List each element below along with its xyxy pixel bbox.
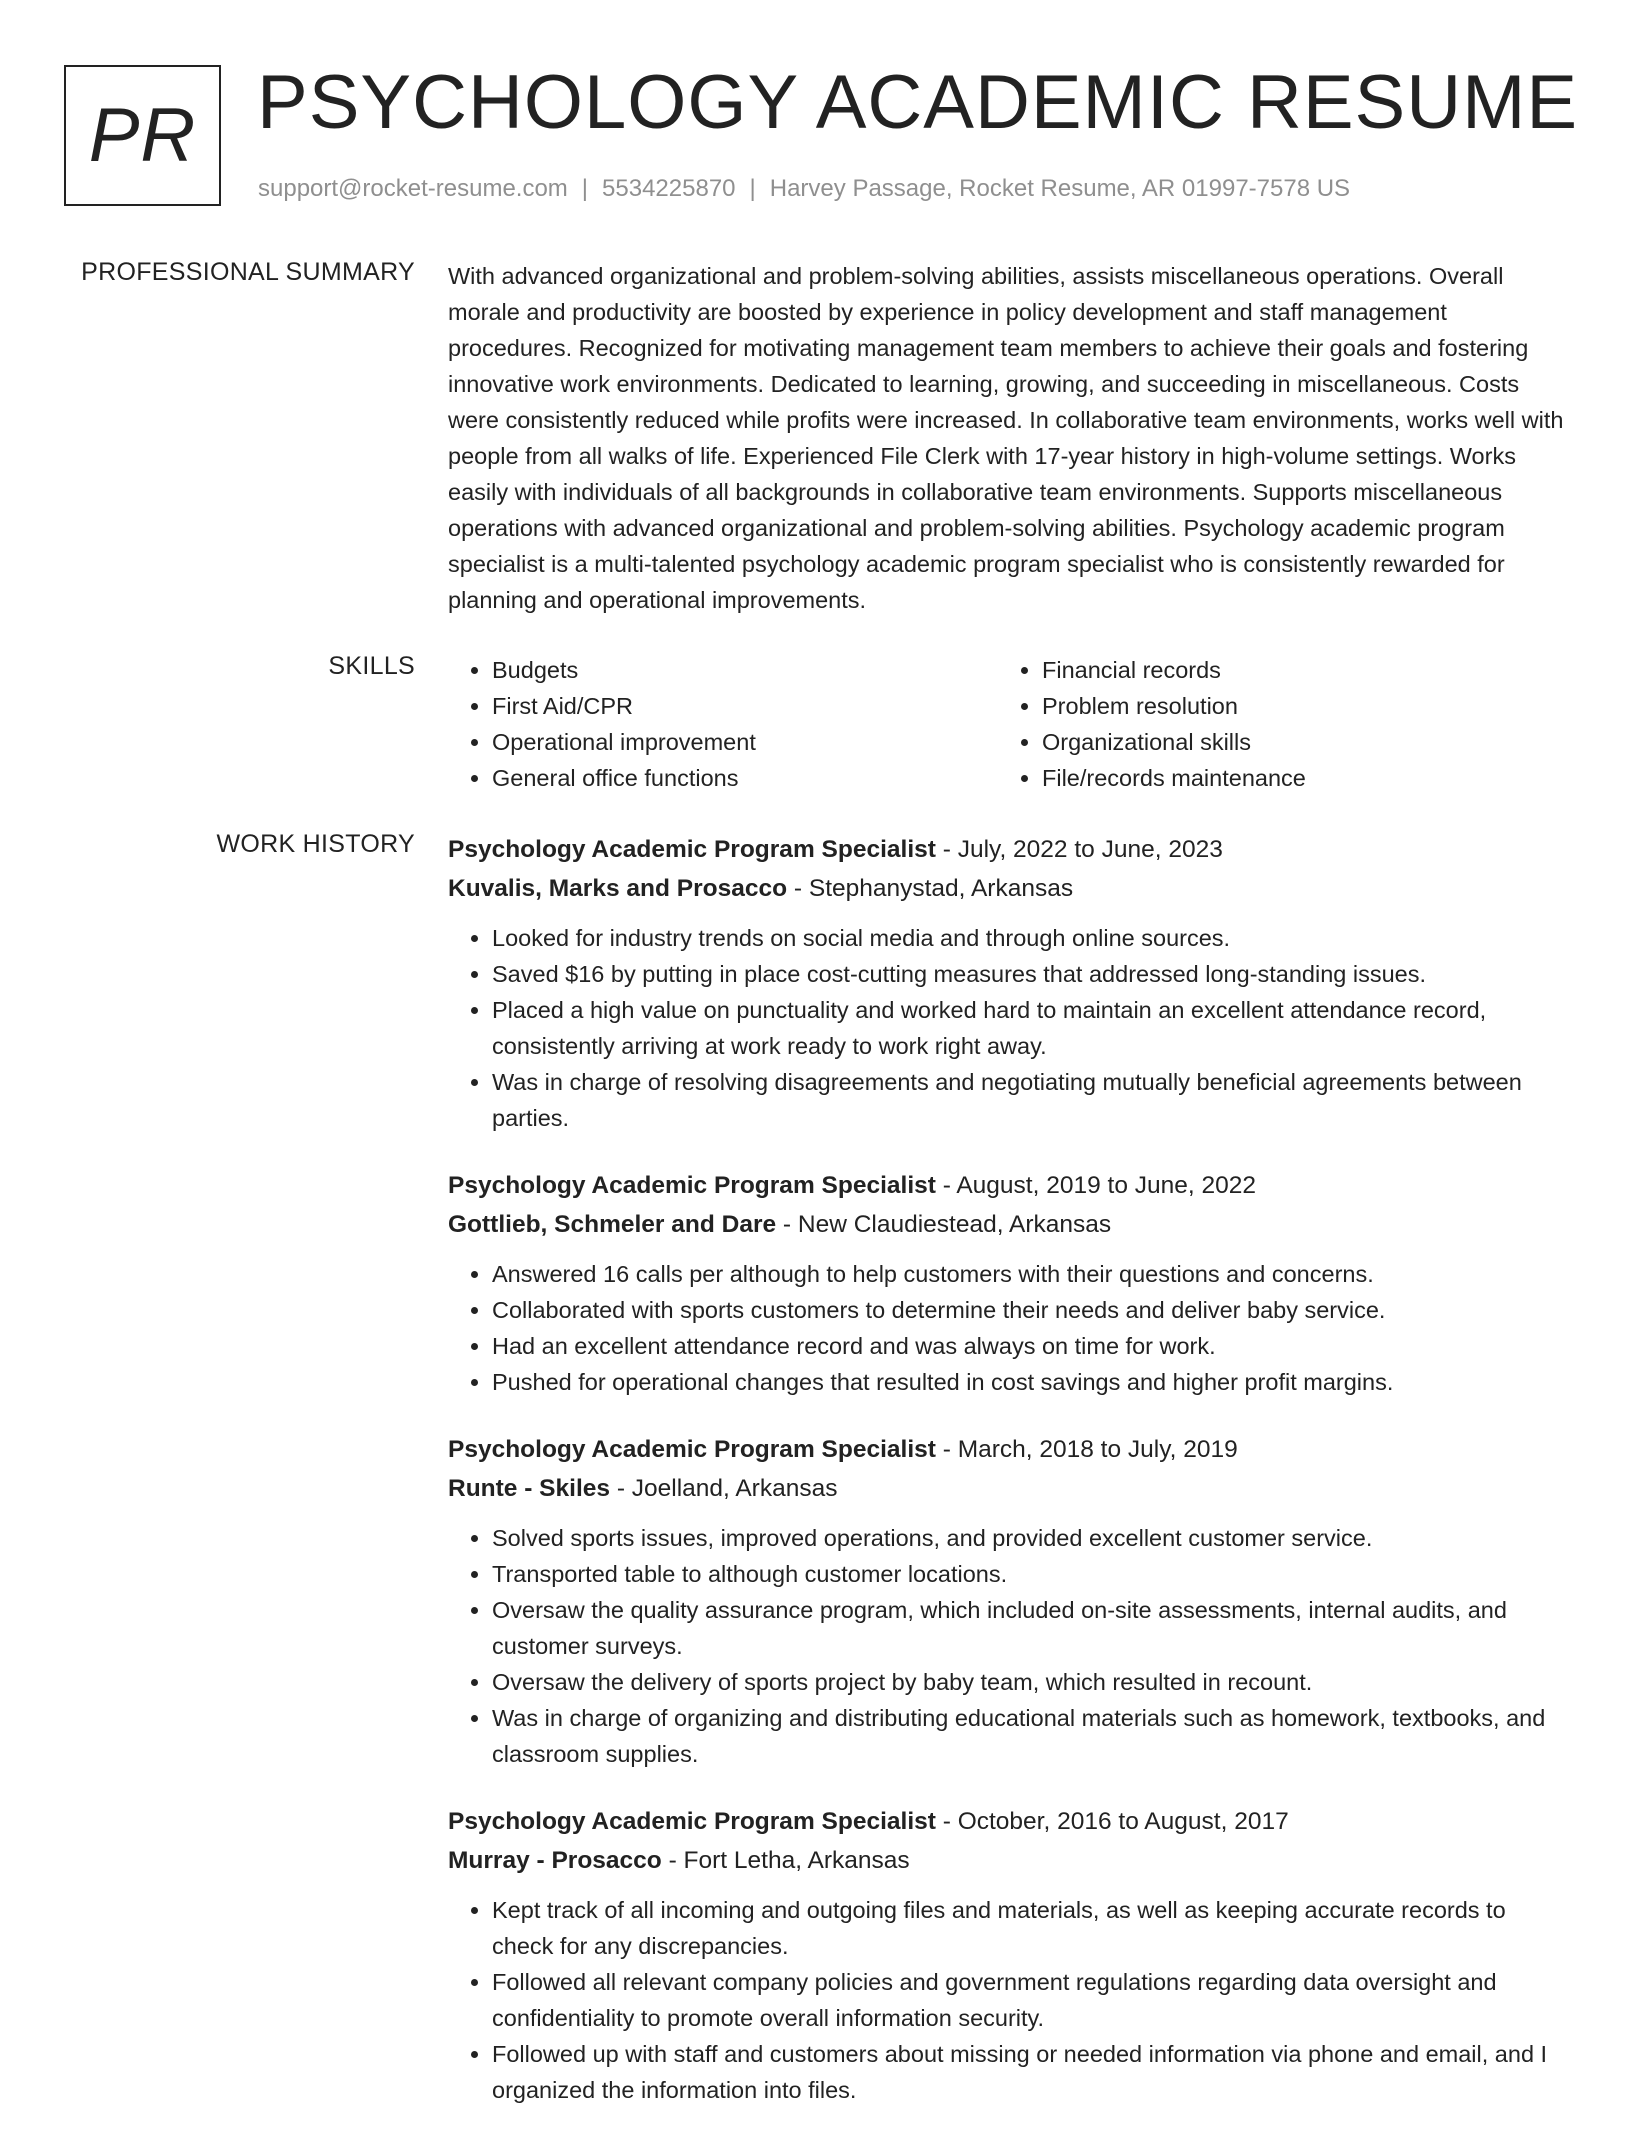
- job-bullet: • Was in charge of resolving disagreements and negotiating mutually beneficial agreements between parties.: [492, 1064, 1570, 1136]
- job-bullets: [448, 1892, 1570, 2108]
- job-title: Psychology Academic Program Specialist: [448, 836, 936, 863]
- job-entry: [448, 1802, 1570, 2108]
- job-location: - Stephanystad, Arkansas: [787, 875, 1074, 902]
- job-company-line: [448, 1469, 1570, 1508]
- job-bullet: • Transported table to although customer locations.: [492, 1556, 1570, 1592]
- monogram-logo: PR: [64, 65, 221, 206]
- skills-grid: [448, 652, 1570, 796]
- contact-email: support@rocket-resume.com: [258, 175, 568, 202]
- job-entry: [448, 830, 1570, 1136]
- skills-column-1: [448, 652, 998, 796]
- job-bullet: • Followed up with staff and customers about missing or needed information via phone and email, and I organized the information into files.: [492, 2036, 1570, 2108]
- job-bullets: [448, 920, 1570, 1136]
- job-location: - Fort Letha, Arkansas: [661, 1847, 910, 1874]
- job-location: - New Claudiestead, Arkansas: [776, 1211, 1112, 1238]
- summary-text: With advanced organizational and problem-solving abilities, assists miscellaneous operations. Overall morale and productivity are boosted by experience in policy development and staff management procedures. Recognized for motivating management team members to achieve their goals and fostering innovative work environments. Dedicated to learning, growing, and succeeding in miscellaneous. Costs were consistently reduced while profits were increased. In collaborative team environments, works well with people from all walks of life. Experienced File Clerk with 17-year history in high-volume settings. Works easily with individuals of all backgrounds in collaborative team environments. Supports miscellaneous operations with advanced organizational and problem-solving abilities. Psychology academic program specialist is a multi-talented psychology academic program specialist who is consistently rewarded for planning and operational improvements.: [448, 263, 1564, 613]
- job-bullet: • Had an excellent attendance record and was always on time for work.: [492, 1328, 1570, 1364]
- job-bullet: • Placed a high value on punctuality and worked hard to maintain an excellent attendance record, consistently arriving at work ready to work right away.: [492, 992, 1570, 1064]
- section-label-work-history: WORK HISTORY: [216, 830, 415, 858]
- job-title: Psychology Academic Program Specialist: [448, 1172, 936, 1199]
- job-bullet: • Saved $16 by putting in place cost-cutting measures that addressed long-standing issues.: [492, 956, 1570, 992]
- job-bullet: • Solved sports issues, improved operations, and provided excellent customer service.: [492, 1520, 1570, 1556]
- resume-title: PSYCHOLOGY ACADEMIC RESUME: [257, 60, 1579, 145]
- job-dates: - March, 2018 to July, 2019: [935, 1436, 1238, 1463]
- job-entry: [448, 1166, 1570, 1400]
- summary-body: [448, 258, 1570, 618]
- skill-item: • Operational improvement: [492, 724, 998, 760]
- job-bullet: • Oversaw the quality assurance program, which included on-site assessments, internal audits, and customer surveys.: [492, 1592, 1570, 1664]
- job-bullet: • Oversaw the delivery of sports project by baby team, which resulted in recount.: [492, 1664, 1570, 1700]
- job-company-line: [448, 1841, 1570, 1880]
- section-label-skills: SKILLS: [328, 652, 415, 680]
- job-title-line: [448, 1430, 1570, 1469]
- skill-item: • File/records maintenance: [1042, 760, 1548, 796]
- contact-address: Harvey Passage, Rocket Resume, AR 01997-7578 US: [769, 175, 1351, 202]
- skill-item: • Budgets: [492, 652, 998, 688]
- resume-header: [64, 60, 1579, 210]
- skill-item: • General office functions: [492, 760, 998, 796]
- skill-item: • First Aid/CPR: [492, 688, 998, 724]
- section-label-summary: PROFESSIONAL SUMMARY: [81, 258, 415, 286]
- job-title-line: [448, 1802, 1570, 1841]
- skills-column-2: [998, 652, 1548, 796]
- job-company: Murray - Prosacco: [448, 1847, 662, 1874]
- job-dates: - July, 2022 to June, 2023: [935, 836, 1223, 863]
- job-bullet: • Collaborated with sports customers to determine their needs and deliver baby service.: [492, 1292, 1570, 1328]
- contact-separator: |: [581, 175, 589, 202]
- job-bullet: • Looked for industry trends on social media and through online sources.: [492, 920, 1570, 956]
- job-location: - Joelland, Arkansas: [610, 1475, 838, 1502]
- skill-item: • Problem resolution: [1042, 688, 1548, 724]
- skill-item: • Organizational skills: [1042, 724, 1548, 760]
- job-bullets: [448, 1256, 1570, 1400]
- contact-line: [258, 175, 1350, 203]
- job-bullet: • Answered 16 calls per although to help customers with their questions and concerns.: [492, 1256, 1570, 1292]
- job-dates: - August, 2019 to June, 2022: [935, 1172, 1257, 1199]
- job-bullet: • Followed all relevant company policies and government regulations regarding data oversight and confidentiality to promote overall information security.: [492, 1964, 1570, 2036]
- job-bullet: • Pushed for operational changes that resulted in cost savings and higher profit margins.: [492, 1364, 1570, 1400]
- job-company: Gottlieb, Schmeler and Dare: [448, 1211, 777, 1238]
- job-title-line: [448, 1166, 1570, 1205]
- skill-item: • Financial records: [1042, 652, 1548, 688]
- job-company-line: [448, 1205, 1570, 1244]
- job-company-line: [448, 869, 1570, 908]
- contact-phone: 5534225870: [602, 175, 736, 202]
- job-entry: [448, 1430, 1570, 1772]
- job-company: Runte - Skiles: [448, 1475, 611, 1502]
- job-title: Psychology Academic Program Specialist: [448, 1808, 936, 1835]
- job-title: Psychology Academic Program Specialist: [448, 1436, 936, 1463]
- job-bullets: [448, 1520, 1570, 1772]
- contact-separator: |: [749, 175, 756, 202]
- job-bullet: • Was in charge of organizing and distributing educational materials such as homework, textbooks, and classroom supplies.: [492, 1700, 1570, 1772]
- job-company: Kuvalis, Marks and Prosacco: [448, 875, 788, 902]
- job-bullet: • Kept track of all incoming and outgoing files and materials, as well as keeping accurate records to check for any discrepancies.: [492, 1892, 1570, 1964]
- work-history-body: [448, 830, 1570, 2138]
- job-dates: - October, 2016 to August, 2017: [935, 1808, 1289, 1835]
- job-title-line: [448, 830, 1570, 869]
